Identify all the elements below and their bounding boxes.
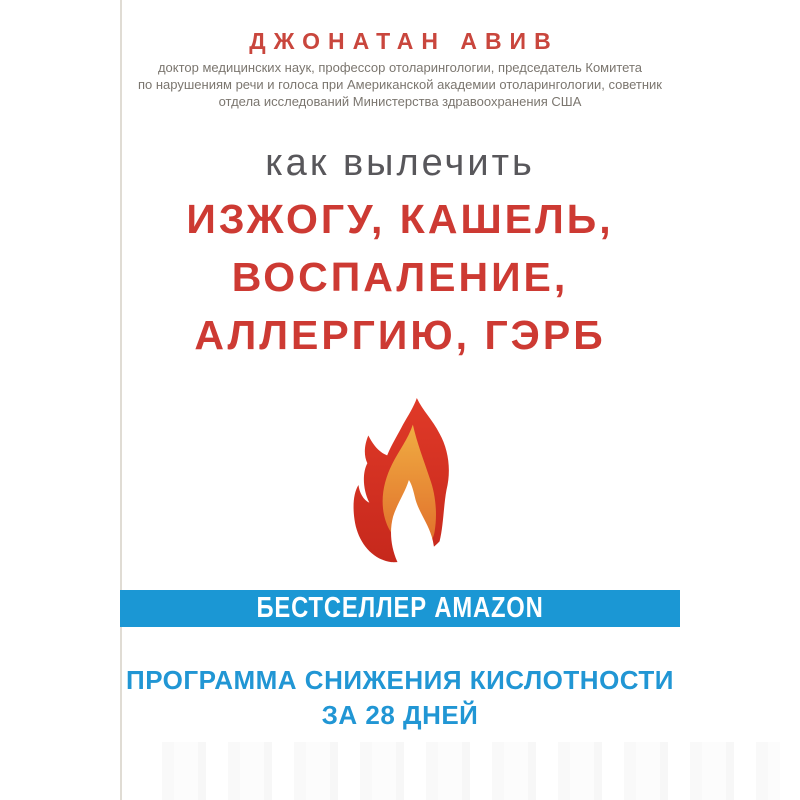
title-line-3: АЛЛЕРГИЮ, ГЭРБ xyxy=(194,312,606,358)
credentials-line-3: отдела исследований Министерства здравоохранения США xyxy=(218,94,582,109)
tagline-line-2: ЗА 28 ДНЕЙ xyxy=(321,700,479,730)
credentials-line-1: доктор медицинских наук, профессор отоларингологии, председатель Комитета xyxy=(157,60,643,75)
credentials-line-2: по нарушениям речи и голоса при Американской академии отоларингологии, советник xyxy=(138,77,662,92)
title-line-2: ВОСПАЛЕНИЕ, xyxy=(231,254,569,300)
program-tagline xyxy=(0,663,800,733)
author-credentials xyxy=(0,59,800,110)
page-block-edges xyxy=(140,742,780,800)
bestseller-banner xyxy=(120,590,680,627)
book-title xyxy=(0,190,800,364)
bestseller-banner-label: БЕСТСЕЛЛЕР AMAZON xyxy=(256,592,544,624)
flame-icon xyxy=(347,395,453,575)
tagline-line-1: ПРОГРАММА СНИЖЕНИЯ КИСЛОТНОСТИ xyxy=(126,665,674,695)
author-name: ДЖОНАТАН АВИВ xyxy=(249,28,559,54)
title-line-1: ИЗЖОГУ, КАШЕЛЬ, xyxy=(186,196,614,242)
title-prefix: как вылечить xyxy=(265,142,535,184)
